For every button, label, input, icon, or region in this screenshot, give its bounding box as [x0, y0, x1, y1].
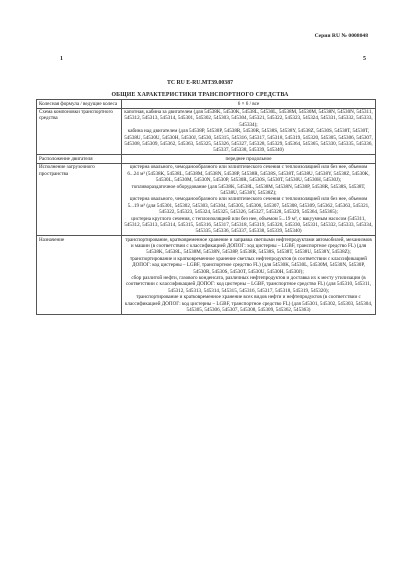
table-row	[37, 155, 376, 164]
value-paragraph: 6 × 6 / все	[237, 100, 260, 107]
table-row	[37, 108, 376, 155]
row-value	[122, 155, 376, 164]
value-paragraph: капотная, кабина за двигателем (для 54538K, 54530K, 54538L, 54530L, 54538M, 54530M, 54538N, 54530N, 545311, 545312, 545313, 545314, 545301, 545302, 545303, 545304, 545321, 545322, 545323, 545324, 545331, 545332, 545333, 545334);	[124, 109, 373, 128]
row-label: Исполнение загрузочного пространства	[37, 163, 122, 235]
value-paragraph: переднее продольное	[225, 155, 272, 162]
table-row	[37, 100, 376, 109]
page-number-right: 5	[363, 56, 366, 62]
value-paragraph: кабина над двигателем (для 54538P, 54530P, 54538R, 54530R, 54538S, 54538Y, 54538Z, 54530S, 54538T, 54530T, 54538U, 54530U, 54530H, 54530J, 54530, 545315, 545316, 545317, 545318, 545319, 545320, 545305, 545306, 545307, 545308, 545309, 545362, 545363, 545325, 545326, 545327, 545328, 545329, 545364, 545365, 545330, 545335, 545336, 545337, 545338, 545339, 545340)	[124, 128, 373, 154]
value-paragraph: топливораздаточное оборудование (для 54538K, 54538L, 54538M, 54538N, 54538P, 54538R, 54538S, 54538T, 54538U, 54538Y, 54538Z);	[131, 183, 366, 196]
section-title: ОБЩИЕ ХАРАКТЕРИСТИКИ ТРАНСПОРТНОГО СРЕДСТВА	[111, 92, 289, 98]
row-label: Назначение	[37, 236, 122, 315]
certificate-series: Серия RU № 0008048	[314, 33, 368, 39]
row-value	[122, 163, 376, 235]
value-paragraph: транспортирование и кратковременное хранение всех видов нефти и нефтепродуктов (в соответствии с классификацией ДОПОГ: код цистерны – LGBF, транспортное средство FL) (для 545301, 545302, 545303, 545304, 545305, 545306, 545307, 545308, 545309, 545362, 545363)	[124, 294, 373, 313]
document-code: TC RU E-RU.MT39.00387	[166, 80, 234, 86]
value-paragraph: транспортирование и кратковременное хранение светлых нефтепродуктов (в соответствии с классификацией ДОПОГ: код цистерны – LGBF, транспортное средство FL) (для 54530K, 54530L, 54530M, 54530N, 54530P, 54530R, 54530S, 54530T, 54530U, 54530H, 54530J);	[129, 256, 368, 275]
row-label: Схема компоновки транспортного средства	[37, 108, 122, 155]
value-paragraph: цистерна круглого сечения, с теплоизоляцией или без нее, объемом 5...19 м³, с вакуумным насосом (545311, 545312, 545313, 545314, 545315, 545316, 545317, 545318, 545319, 545320, 545330, 545331, 545332, 545333, 545334, 545335, 545336, 545337, 545338, 545339, 545340)	[124, 215, 373, 235]
value-paragraph: цистерна овального, чемоданообразного или эллиптического сечения с теплоизоляцией или без нее, объемом 6...24 м³ (54538K, 54538L, 54538M, 54538N, 54538P, 54538R, 54538S, 54538T, 54538U, 54538Y, 54538Z, 54530K, 54530L, 54530M, 54530N, 54530P, 54530R, 54530S, 54530T, 54530U, 54530H, 54530J);	[127, 164, 370, 183]
row-label: Колесная формула / ведущие колеса	[37, 100, 122, 109]
page-number-left: 1	[60, 56, 63, 62]
table-row	[37, 163, 376, 235]
row-value	[122, 108, 376, 155]
table-row	[37, 236, 376, 315]
characteristics-table	[36, 99, 376, 315]
row-value	[122, 236, 376, 315]
value-paragraph: транспортирование, кратковременное хранение и заправка светлыми нефтепродуктами автомобилей, механизмов и машин (в соответствии с классификацией ДОПОГ: ход цистерны – LGBF, транспортное средство FL) (для 54538K, 54538L, 54538M, 54538N, 54538P, 54538R, 54538S, 54538T, 54538U, 54538Y, 54538Z);	[125, 236, 372, 256]
row-label: Расположение двигателя	[37, 155, 122, 164]
value-paragraph: сбор разлитой нефти, газового конденсата, различных нефтепродуктов и доставка их к месту утилизации (в соответствии с классификацией ДОПОГ: код цистерны – LGBF, транспортное средство FL) (для 545310, 545311, 545312, 545313, 545314, 545315, 545316, 545317, 545318, 545319, 545320);	[125, 275, 372, 294]
value-paragraph: цистерна овального, чемоданообразного или эллиптического сечения с теплоизоляцией или без нее, объемом 5...19 м³ (для 545301, 545302, 545303, 545304, 545305, 545306, 545307, 545308, 545309, 545362, 545363, 545321, 545322, 545323, 545324, 545325, 545326, 545327, 545328, 545329, 545364, 545365);	[127, 196, 370, 216]
row-value	[122, 100, 376, 109]
